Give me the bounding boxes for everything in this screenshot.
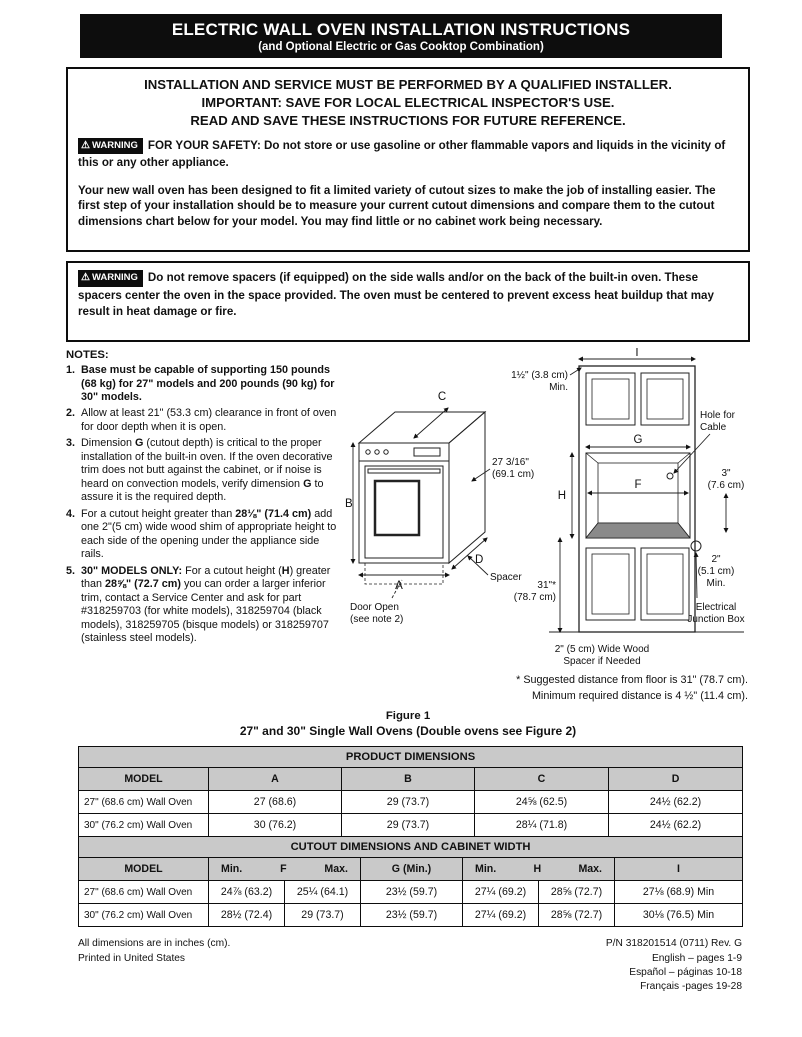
table-cell: 25¼ (64.1) <box>285 881 361 904</box>
col-header-g: G (Min.) <box>361 858 463 881</box>
note-item <box>66 437 340 504</box>
product-table-header-row <box>79 768 743 791</box>
table-cell: 30" (76.2 cm) Wall Oven <box>79 814 209 837</box>
col-header-a: A <box>209 768 342 791</box>
three-inch-label: 3" <box>721 467 731 479</box>
wood-spacer-label: 2" (5 cm) Wide Wood <box>554 643 650 655</box>
col-header-c: C <box>475 768 609 791</box>
top-clearance-min-label: Min. <box>549 381 568 393</box>
f-max-label: Max. <box>324 863 348 876</box>
cabinet-illustration <box>549 366 744 632</box>
three-inch-cm-label: (7.6 cm) <box>707 479 745 491</box>
note-item <box>66 407 340 434</box>
figure-caption <box>66 710 750 738</box>
table-cell: 29 (73.7) <box>342 814 475 837</box>
note-number: 1. <box>66 364 76 377</box>
table-cell: 27¼ (69.2) <box>463 904 539 927</box>
page-title: ELECTRIC WALL OVEN INSTALLATION INSTRUCTIONS <box>171 20 631 39</box>
dim-label-b: B <box>345 497 353 510</box>
product-table-title-row <box>79 747 743 768</box>
cutout-table-body <box>79 881 743 927</box>
page-footer <box>78 937 742 994</box>
installer-notice-box <box>66 67 750 252</box>
col-header-model: MODEL <box>79 768 209 791</box>
note-item <box>66 364 340 404</box>
figure-number: Figure 1 <box>385 710 431 723</box>
warning-badge-label: WARNING <box>91 272 138 284</box>
note-number: 2. <box>66 407 76 420</box>
pages-english: English – pages 1-9 <box>651 952 742 964</box>
footer-right <box>606 937 742 994</box>
note-text: Allow at least 21" (53.3 cm) clearance in front of oven for door depth when it is open. <box>81 407 337 433</box>
page-subtitle: (and Optional Electric or Gas Cooktop Combination) <box>258 41 544 53</box>
footnote-suggested-distance: * Suggested distance from floor is 31" (78.7 cm). <box>516 673 748 686</box>
printed-note: Printed in United States <box>78 952 186 964</box>
installer-line-1: INSTALLATION AND SERVICE MUST BE PERFORMED BY A QUALIFIED INSTALLER. <box>144 77 672 92</box>
col-header-h <box>463 858 615 881</box>
table-cell: 27¼ (69.2) <box>463 881 539 904</box>
notes-heading: NOTES: <box>66 348 109 361</box>
note-text: Base must be capable of supporting 150 pounds (68 kg) for 27" models and 200 pounds (90 kg) for 30" models. <box>81 364 335 403</box>
figure-title: 27" and 30" Single Wall Ovens (Double ovens see Figure 2) <box>239 724 577 739</box>
note-text: Dimension G (cutout depth) is critical to the proper installation of the built-in oven. If the oven decorative trim does not butt against the cabinet, or if noise is heard on convection models, verify dimension G to assure it is the required depth. <box>81 437 333 504</box>
junction-box-label-2: Junction Box <box>687 613 745 625</box>
notes-section <box>66 348 340 704</box>
table-cell: 27⅛ (68.9) Min <box>615 881 743 904</box>
installer-line-3: READ AND SAVE THESE INSTRUCTIONS FOR FUTURE REFERENCE. <box>190 113 626 129</box>
top-clearance-label: 1½" (3.8 cm) <box>511 369 568 381</box>
junction-box-label: Electrical <box>695 601 737 613</box>
two-inch-min-label: Min. <box>706 577 726 589</box>
cutout-table-title-row <box>79 837 743 858</box>
note-item <box>66 565 340 646</box>
manual-page <box>66 14 750 994</box>
table-cell: 30 (76.2) <box>209 814 342 837</box>
table-cell: 24⅞ (63.2) <box>209 881 285 904</box>
hole-for-cable-label-2: Cable <box>700 421 727 433</box>
safety-warning-text: FOR YOUR SAFETY: Do not store or use gasoline or other flammable vapors and liquids in the vicinity of this or any other appliance. <box>78 138 726 170</box>
warning-badge-label: WARNING <box>91 139 138 151</box>
table-cell: 24½ (62.2) <box>609 814 743 837</box>
table-row <box>79 904 743 927</box>
table-cell: 28⅝ (72.7) <box>539 904 615 927</box>
cable-hole <box>667 473 673 479</box>
oven-dimension-arrows <box>353 408 490 598</box>
spacer-warning-text: Do not remove spacers (if equipped) on the side walls and/or on the back of the built-in oven. These spacers center the oven in the space provided. The oven must be centered to prevent excess heat buildup that may result in heat damage or fire. <box>78 271 714 318</box>
notes-list <box>66 364 340 646</box>
table-cell: 27 (68.6) <box>209 791 342 814</box>
warning-badge <box>78 270 143 287</box>
table-cell: 28¼ (71.8) <box>475 814 609 837</box>
two-inch-label: 2" <box>711 553 721 565</box>
col-header-b: B <box>342 768 475 791</box>
table-cell: 29 (73.7) <box>285 904 361 927</box>
floor-distance-cm-label: (78.7 cm) <box>513 591 556 603</box>
page-header <box>80 14 722 58</box>
table-cell: 28½ (72.4) <box>209 904 285 927</box>
pages-french: Français -pages 19-28 <box>640 981 742 993</box>
floor-distance-label: 31"* <box>537 579 556 591</box>
safety-warning <box>78 138 738 171</box>
h-min-label: Min. <box>475 863 497 876</box>
table-cell: 30⅛ (76.5) Min <box>615 904 743 927</box>
col-header-model: MODEL <box>79 858 209 881</box>
table-cell: 29 (73.7) <box>342 791 475 814</box>
notes-and-figure-row <box>66 348 750 704</box>
table-row <box>79 814 743 837</box>
product-table-title: PRODUCT DIMENSIONS <box>79 747 743 768</box>
dim-label-a: A <box>395 579 403 592</box>
intro-paragraph: Your new wall oven has been designed to fit a limited variety of cutout sizes to make the job of installing easier. The first step of your installation should be to measure your current cutout dimensions and compare them to the cutout dimensions chart below for your model. You may find little or no cabinet work being necessary. <box>78 183 716 228</box>
table-cell: 27" (68.6 cm) Wall Oven <box>79 791 209 814</box>
col-header-f <box>209 858 361 881</box>
table-cell: 27" (68.6 cm) Wall Oven <box>79 881 209 904</box>
table-row <box>79 881 743 904</box>
dim-label-i: I <box>635 347 639 359</box>
note-number: 4. <box>66 507 76 520</box>
product-dimensions-table <box>78 746 743 837</box>
note-number: 5. <box>66 564 76 577</box>
dim-label-c: C <box>437 390 447 403</box>
note-number: 3. <box>66 437 76 450</box>
door-open-note: (see note 2) <box>350 613 404 625</box>
product-table-body <box>79 791 743 837</box>
dimensions-note: All dimensions are in inches (cm). <box>78 938 231 950</box>
figure1-illustration <box>344 348 748 670</box>
table-cell: 24⅝ (62.5) <box>475 791 609 814</box>
oven-depth-label: 27 3/16" <box>492 456 529 468</box>
junction-box <box>691 541 701 551</box>
part-number: P/N 318201514 (0711) Rev. G <box>605 938 742 950</box>
two-inch-cm-label: (5.1 cm) <box>697 565 735 577</box>
note-text: 30" MODELS ONLY: For a cutout height (H) greater than 28⅝" (72.7 cm) you can order a larger inferior trim, contact a Service Center and ask for part #318259703 (for white models), 318259704 (black models), 318259705 (bisque models) or 318259707 (stainless steel models). <box>81 564 331 645</box>
dim-label-d: D <box>475 553 484 566</box>
door-open-label: Door Open <box>350 601 399 613</box>
note-item <box>66 508 340 562</box>
cutout-table-title: CUTOUT DIMENSIONS AND CABINET WIDTH <box>79 837 743 858</box>
pages-spanish: Español – páginas 10-18 <box>629 966 742 978</box>
warning-badge <box>78 138 143 155</box>
footer-left <box>78 937 230 994</box>
warning-icon: ⚠ <box>81 272 90 284</box>
h-max-label: Max. <box>578 863 602 876</box>
table-cell: 30" (76.2 cm) Wall Oven <box>79 904 209 927</box>
dim-label-h: H <box>557 489 566 502</box>
cutout-table-header-row <box>79 858 743 881</box>
note-text: For a cutout height greater than 28⅛" (71.4 cm) add one 2"(5 cm) wide wood shim of appropriate height to each side of the opening under the appliance side rails. <box>81 507 337 561</box>
spacer-warning-box <box>66 261 750 342</box>
table-cell: 23½ (59.7) <box>361 881 463 904</box>
warning-icon: ⚠ <box>81 139 90 151</box>
dim-label-g: G <box>633 433 643 446</box>
figure-footnotes <box>344 672 750 704</box>
figure1-column <box>344 348 750 704</box>
footnote-minimum-distance: Minimum required distance is 4 ½" (11.4 cm). <box>531 690 748 703</box>
col-header-d: D <box>609 768 743 791</box>
dim-label-f: F <box>634 478 642 491</box>
hole-for-cable-label: Hole for <box>700 409 736 421</box>
f-min-label: Min. <box>221 863 243 876</box>
spacer-warning <box>78 270 738 319</box>
oven-depth-label-cm: (69.1 cm) <box>492 468 535 480</box>
col-header-i: I <box>615 858 743 881</box>
wood-spacer-label-2: Spacer if Needed <box>563 655 641 667</box>
f-label: F <box>280 863 287 876</box>
installer-line-2: IMPORTANT: SAVE FOR LOCAL ELECTRICAL INSPECTOR'S USE. <box>201 95 615 111</box>
oven-illustration <box>359 412 485 584</box>
table-row <box>79 791 743 814</box>
cutout-dimensions-table <box>78 836 743 927</box>
table-cell: 24½ (62.2) <box>609 791 743 814</box>
table-cell: 23½ (59.7) <box>361 904 463 927</box>
h-label: H <box>533 863 542 876</box>
table-cell: 28⅝ (72.7) <box>539 881 615 904</box>
spacer-label: Spacer <box>490 571 522 583</box>
